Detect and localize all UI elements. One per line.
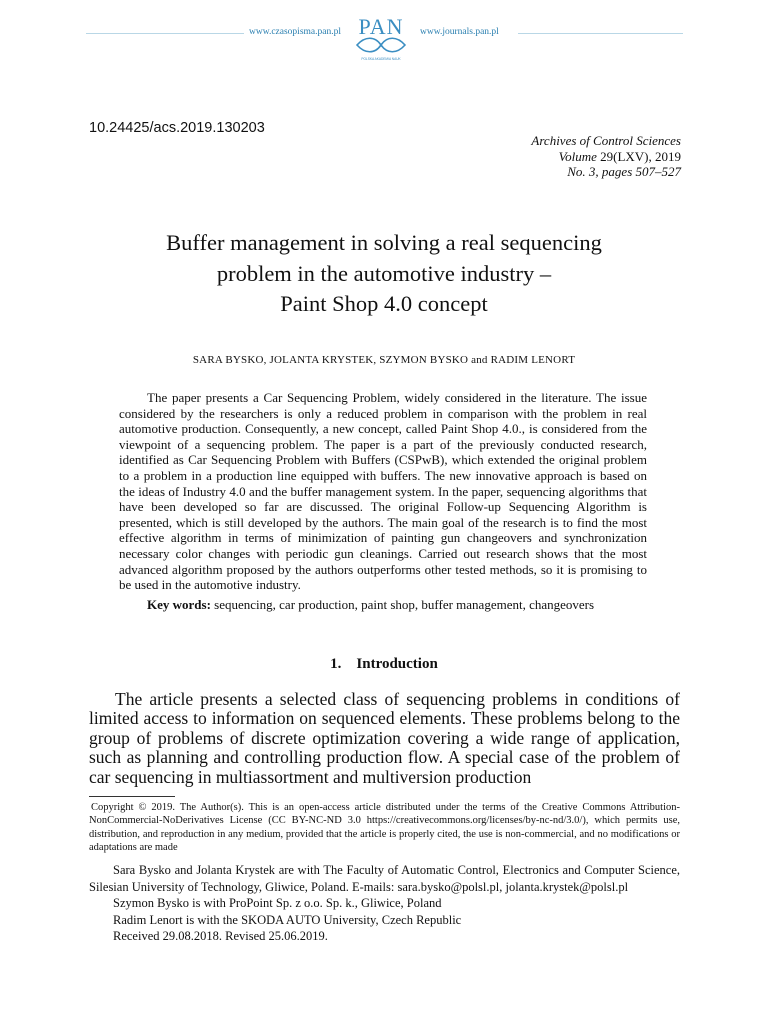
- title-line-3: Paint Shop 4.0 concept: [280, 291, 488, 316]
- keywords-text: sequencing, car production, paint shop, buffer management, changeovers: [214, 597, 595, 612]
- pan-logo-subtext: POLSKA AKADEMIA NAUK: [361, 57, 401, 61]
- section-title: Introduction: [356, 656, 438, 672]
- journal-volume-label: Volume: [558, 148, 597, 164]
- keywords-label: Key words:: [147, 597, 211, 612]
- infinity-icon: [357, 38, 405, 52]
- authors: SARA BYSKO, JOLANTA KRYSTEK, SZYMON BYSKO and RADIM LENORT: [192, 354, 576, 366]
- header-url-left[interactable]: www.czasopisma.pan.pl: [249, 27, 341, 37]
- pan-logo: [345, 10, 417, 64]
- received-dates: Received 29.08.2018. Revised 25.06.2019.: [113, 929, 328, 943]
- intro-paragraph: The article presents a selected class of sequencing problems in conditions of limited access to information on sequenced elements. These problems belong to the group of problems of discrete optimization covering a wide range of application, such as planning and controlling production flow. A special case of the problem of car sequencing in multiassortment and multiversion production: [89, 689, 680, 787]
- section-number: 1.: [330, 656, 342, 672]
- journal-volume-value: 29(LXV), 2019: [600, 148, 681, 164]
- journal-name: Archives of Control Sciences: [531, 133, 681, 148]
- header-rule-right: [518, 33, 683, 34]
- header-url-right[interactable]: www.journals.pan.pl: [420, 27, 499, 37]
- affiliation-3: Radim Lenort is with the SKODA AUTO University, Czech Republic: [113, 912, 462, 927]
- journal-issue: No. 3, pages 507–527: [567, 164, 681, 179]
- abstract: The paper presents a Car Sequencing Problem, widely considered in the literature. The issue considered by the researchers is only a reduced problem in comparison with the problem in real automotive production. Consequently, a new concept, called Paint Shop 4.0., is considered from the viewpoint of a sequencing problem. The paper is a part of the previously conducted research, identified as Car Sequencing Problem with Buffers (CSPwB), which extended the original problem to a problem in a production line equipped with buffers. The new innovative approach is based on the ideas of Industry 4.0 and the buffer management system. In the paper, sequencing algorithms that have been developed so far are discussed. The original Follow-up Sequencing Algorithm is presented, which is still developed by the authors. The main goal of the research is to find the most effective algorithm in terms of minimization of painting gun changeovers and synchronization necessary color changes with periodic gun cleanings. Carried out research shows that the most advanced algorithm proposed by the authors outperforms other tested methods, so it is promising to be used in the automotive industry.: [119, 390, 647, 593]
- title-line-1: Buffer management in solving a real sequencing: [166, 230, 602, 255]
- copyright-notice: Copyright © 2019. The Author(s). This is an open-access article distributed under the terms of the Creative Commons Attribution-NonCommercial-NoDerivatives License (CC BY-NC-ND 3.0 https://creativecommons.org/licenses/by-nc-nd/3.0/), which permits use, distribution, and reproduction in any medium, provided that the article is properly cited, the use is non-commercial, and no modifications or adaptations are made: [89, 802, 680, 853]
- keywords: [147, 597, 594, 613]
- section-heading: [90, 656, 678, 673]
- doi[interactable]: 10.24425/acs.2019.130203: [89, 120, 265, 136]
- journal-volume: [531, 149, 681, 165]
- footnote-rule: [89, 796, 175, 797]
- affiliations: [89, 862, 680, 945]
- pan-logo-text: PAN: [358, 14, 404, 39]
- header-rule-left: [86, 33, 244, 34]
- journal-info: [531, 133, 681, 180]
- affiliation-1: Sara Bysko and Jolanta Krystek are with The Faculty of Automatic Control, Electronics and Computer Science, Silesian University of Technology, Gliwice, Poland. E-mails: sara.bysko@polsl.pl, jolanta.krystek@polsl.pl: [89, 863, 680, 894]
- affiliation-2: Szymon Bysko is with ProPoint Sp. z o.o. Sp. k., Gliwice, Poland: [113, 896, 442, 910]
- title-line-2: problem in the automotive industry –: [216, 260, 552, 286]
- paper-title: [90, 228, 678, 320]
